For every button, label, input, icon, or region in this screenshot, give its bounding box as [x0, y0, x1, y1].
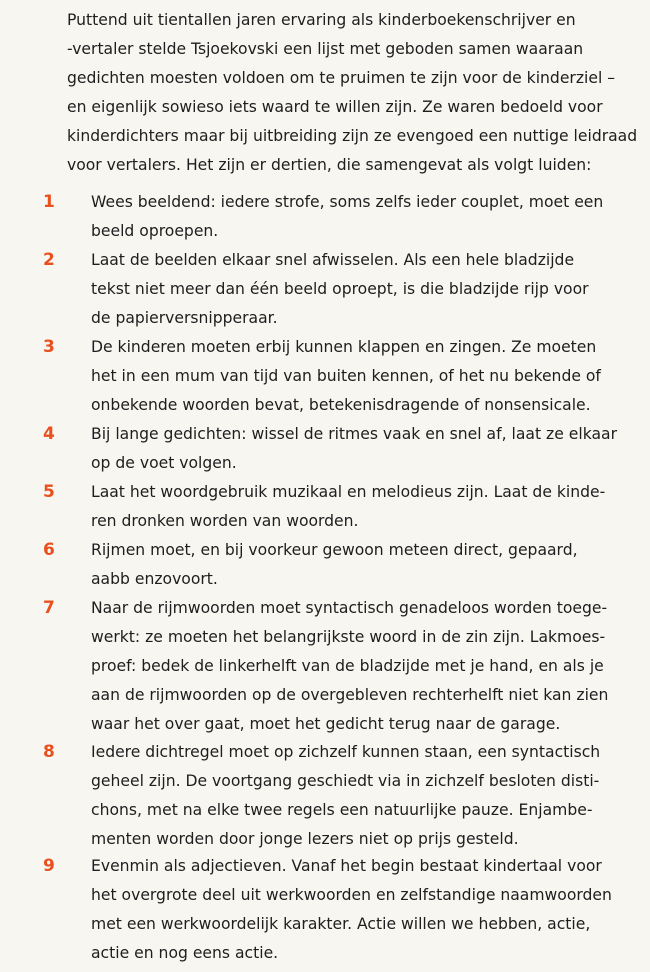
item-line: ren dronken worden van woorden.	[91, 511, 359, 530]
item-number: 1	[43, 192, 55, 212]
item-number: 4	[43, 424, 55, 444]
item-text	[91, 420, 616, 478]
item-line: geheel zijn. De voortgang geschiedt via in zichzelf besloten disti-	[91, 771, 600, 790]
item-line: het in een mum van tijd van buiten kennen, of het nu bekende of	[91, 366, 601, 385]
item-line: tekst niet meer dan één beeld oproept, is die bladzijde rijp voor	[91, 279, 589, 298]
intro-line: kinderdichters maar bij uitbreiding zijn ze evengoed een nuttige leidraad	[67, 126, 638, 145]
intro-line: -vertaler stelde Tsjoekovski een lijst met geboden samen waaraan	[67, 39, 584, 58]
intro-line: voor vertalers. Het zijn er dertien, die samengevat als volgt luiden:	[67, 155, 592, 174]
item-line: Bij lange gedichten: wissel de ritmes vaak en snel af, laat ze elkaar	[91, 425, 617, 443]
item-line: met een werkwoordelijk karakter. Actie willen we hebben, actie,	[91, 914, 591, 933]
item-line: Evenmin als adjectieven. Vanaf het begin bestaat kindertaal voor	[91, 857, 602, 875]
intro-paragraph	[30, 6, 638, 179]
item-text	[91, 333, 616, 420]
item-text	[91, 738, 616, 854]
item-line: Naar de rijmwoorden moet syntactisch genadeloos worden toege-	[91, 599, 608, 617]
item-number: 9	[43, 856, 55, 876]
item-number: 8	[43, 742, 55, 762]
intro-line: gedichten moesten voldoen om te pruimen te zijn voor de kinderziel –	[67, 68, 616, 87]
item-line: aabb enzovoort.	[91, 569, 218, 588]
item-text	[91, 478, 616, 536]
item-line: werkt: ze moeten het belangrijkste woord in de zin zijn. Lakmoes-	[91, 627, 606, 646]
item-line: actie en nog eens actie.	[91, 943, 279, 962]
item-line: waar het over gaat, moet het gedicht terug naar de garage.	[91, 714, 561, 733]
item-line: Laat het woordgebruik muzikaal en melodieus zijn. Laat de kinde-	[91, 483, 606, 501]
item-line: Iedere dichtregel moet op zichzelf kunnen staan, een syntactisch	[91, 743, 601, 761]
intro-line: en eigenlijk sowieso iets waard te willen zijn. Ze waren bedoeld voor	[67, 97, 603, 116]
item-line: het overgrote deel uit werkwoorden en zelfstandige naamwoorden	[91, 885, 612, 904]
item-line: op de voet volgen.	[91, 453, 237, 472]
item-text	[91, 536, 616, 594]
item-line: chons, met na elke twee regels een natuurlijke pauze. Enjambe-	[91, 800, 593, 819]
item-line: Laat de beelden elkaar snel afwisselen. Als een hele bladzijde	[91, 251, 575, 269]
item-line: aan de rijmwoorden op de overgebleven rechterhelft niet kan zien	[91, 685, 609, 704]
item-line: beeld oproepen.	[91, 221, 219, 240]
item-text	[91, 246, 616, 333]
item-number: 7	[43, 598, 55, 618]
item-line: proef: bedek de linkerhelft van de bladzijde met je hand, en als je	[91, 656, 604, 675]
item-number: 6	[43, 540, 55, 560]
item-line: menten worden door jonge lezers niet op prijs gesteld.	[91, 829, 519, 848]
item-line: de papierversnipperaar.	[91, 308, 278, 327]
item-text	[91, 852, 616, 968]
item-line: Wees beeldend: iedere strofe, soms zelfs ieder couplet, moet een	[91, 193, 604, 211]
item-text	[91, 594, 616, 739]
item-number: 5	[43, 482, 55, 502]
item-number: 2	[43, 250, 55, 270]
item-line: De kinderen moeten erbij kunnen klappen en zingen. Ze moeten	[91, 338, 597, 356]
item-number: 3	[43, 337, 55, 357]
item-text	[91, 188, 616, 246]
item-line: Rijmen moet, en bij voorkeur gewoon meteen direct, gepaard,	[91, 541, 578, 559]
item-line: onbekende woorden bevat, betekenisdragende of nonsensicale.	[91, 395, 591, 414]
intro-line: Puttend uit tientallen jaren ervaring als kinderboekenschrijver en	[67, 11, 576, 29]
